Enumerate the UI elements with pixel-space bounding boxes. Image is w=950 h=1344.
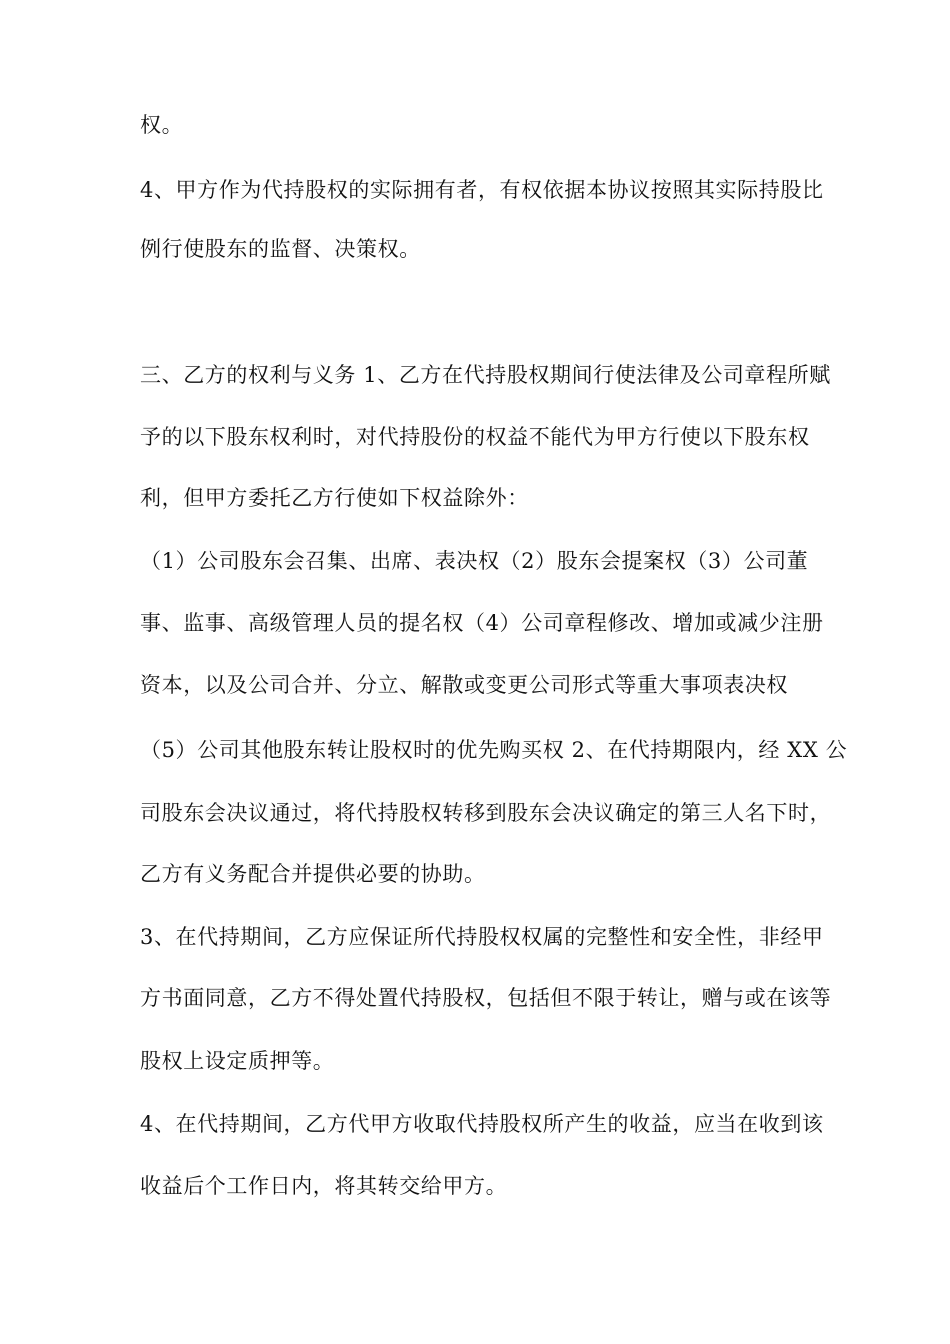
- text-line: 予的以下股东权利时，对代持股份的权益不能代为甲方行使以下股东权: [140, 425, 810, 449]
- text-line: 例行使股东的监督、决策权。: [140, 237, 421, 261]
- text-line: 权。: [140, 113, 184, 137]
- text-line: 司股东会决议通过，将代持股权转移到股东会决议确定的第三人名下时，: [140, 801, 832, 825]
- text-line: 乙方有义务配合并提供必要的协助。: [140, 862, 486, 886]
- text-line: 4、甲方作为代持股权的实际拥有者，有权依据本协议按照其实际持股比: [140, 178, 824, 202]
- text-line: （5）公司其他股东转让股权时的优先购买权 2、在代持期限内，经 XX 公: [140, 738, 848, 762]
- text-line: 4、在代持期间，乙方代甲方收取代持股权所产生的收益，应当在收到该: [140, 1112, 824, 1136]
- text-line: （1）公司股东会召集、出席、表决权（2）股东会提案权（3）公司董: [140, 549, 809, 573]
- text-line: 3、在代持期间，乙方应保证所代持股权权属的完整性和安全性，非经甲: [140, 925, 824, 949]
- text-line: 收益后个工作日内，将其转交给甲方。: [140, 1174, 508, 1198]
- text-line: 资本，以及公司合并、分立、解散或变更公司形式等重大事项表决权: [140, 673, 788, 697]
- text-line: 三、乙方的权利与义务 1、乙方在代持股权期间行使法律及公司章程所赋: [140, 363, 831, 387]
- text-line: 利，但甲方委托乙方行使如下权益除外：: [140, 486, 529, 510]
- text-line: 股权上设定质押等。: [140, 1049, 335, 1073]
- text-line: 方书面同意，乙方不得处置代持股权，包括但不限于转让，赠与或在该等: [140, 986, 832, 1010]
- text-line: 事、监事、高级管理人员的提名权（4）公司章程修改、增加或减少注册: [140, 611, 824, 635]
